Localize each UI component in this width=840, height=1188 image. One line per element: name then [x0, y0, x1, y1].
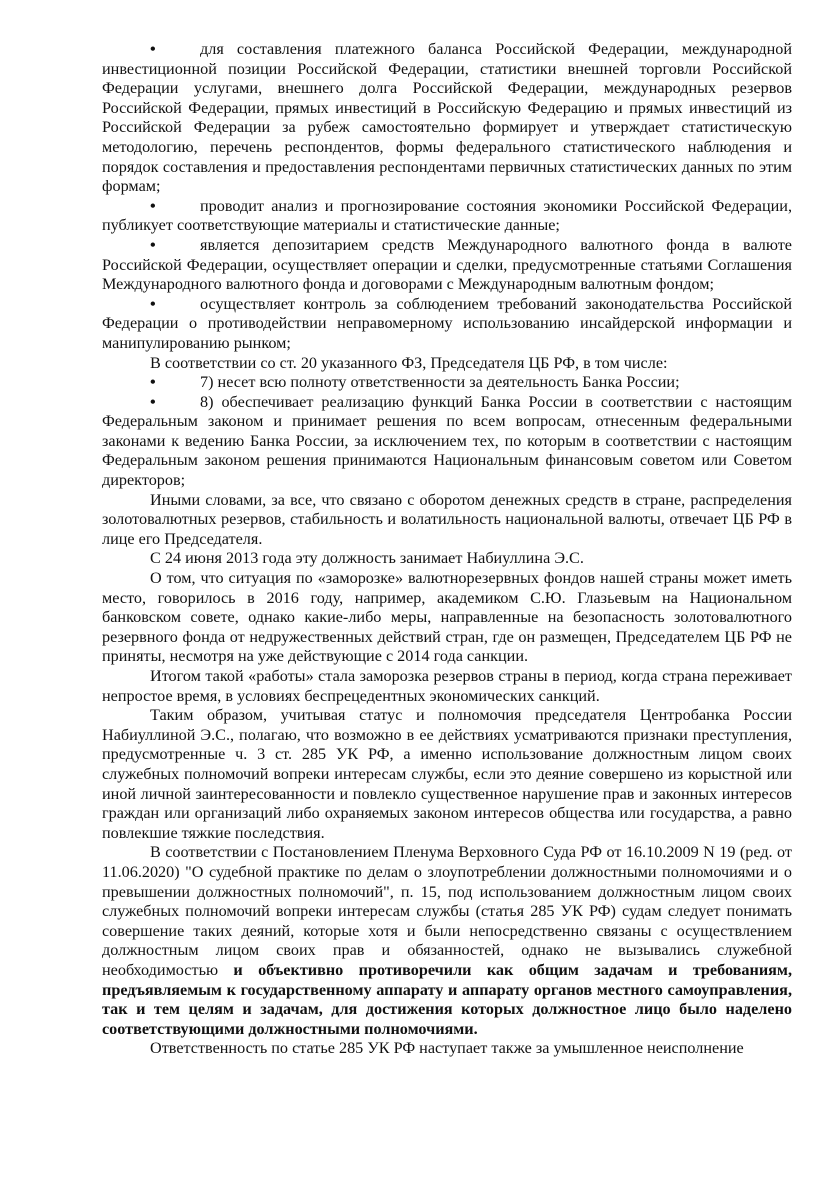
- list-item: [102, 197, 792, 236]
- document-page: [102, 40, 792, 1059]
- paragraph-bold-text: и объективно противоречили как общим задачам и требованиям, предъявляемым к государственному аппарату и аппарату органов местного самоуправления, так и тем целям и задачам, для достижения которых должностное лицо было наделено соответствующими должностными полномочиями.: [102, 960, 793, 1038]
- bullet-icon: •: [150, 392, 156, 411]
- list-item-text: осуществляет контроль за соблюдением требований законодательства Российской Федерации о противодействии неправомерному использованию инсайдерской информации и манипулированию рынком;: [102, 294, 792, 352]
- list-item-text: 8) обеспечивает реализацию функций Банка России в соответствии с настоящим Федеральным законом и принимает решения по всем вопросам, отнесенным федеральными законами к ведению Банка России, за исключением тех, по которым в соответствии с настоящим Федеральным законом решения принимаются Национальным финансовым советом или Советом директоров;: [102, 392, 792, 490]
- list-item-text: проводит анализ и прогнозирование состояния экономики Российской Федерации, публикует соответствующие материалы и статистические данные;: [102, 196, 792, 235]
- bullet-icon: •: [150, 40, 156, 58]
- bullet-icon: •: [150, 373, 156, 392]
- list-item: [102, 393, 792, 491]
- paragraph: Иными словами, за все, что связано с оборотом денежных средств в стране, распределения золотовалютных резервов, стабильность и волатильность национальной валюты, отвечает ЦБ РФ в лице его Председателя.: [102, 490, 792, 548]
- list-item: [102, 236, 792, 295]
- paragraph-text: В соответствии с Постановлением Пленума Верховного Суда РФ от 16.10.2009 N 19 (ред. от 11.06.2020) "О судебной практике по делам о злоупотреблении должностными полномочиями и о превышении должностных полномочий", п. 15, под использованием должностным лицом своих служебных полномочий вопреки интересам службы (статья 285 УК РФ) судам следует понимать совершение таких деяний, которые хотя и были непосредственно связаны с осуществлением должностным лицом своих прав и обязанностей, однако не вызывались служебной необходимостью: [102, 843, 792, 979]
- list-item-text: 7) несет всю полноту ответственности за деятельность Банка России;: [200, 373, 680, 392]
- paragraph: В соответствии со ст. 20 указанного ФЗ, Председателя ЦБ РФ, в том числе:: [150, 353, 668, 372]
- paragraph: Таким образом, учитывая статус и полномочия председателя Центробанка России Набиуллиной Э.С., полагаю, что возможно в ее действиях усматриваются признаки преступления, предусмотренные ч. 3 ст. 285 УК РФ, а именно использование должностным лицом своих служебных полномочий вопреки интересам службы, если это деяние совершено из корыстной или иной личной заинтересованности и повлекло существенное нарушение прав и законных интересов граждан или организаций либо охраняемых законом интересов общества или государства, а равно повлекшие тяжкие последствия.: [102, 706, 792, 842]
- list-item: [102, 40, 792, 197]
- paragraph: Ответственность по статье 285 УК РФ наступает также за умышленное неисполнение: [150, 1039, 744, 1058]
- paragraph: Итогом такой «работы» стала заморозка резервов страны в период, когда страна переживает непростое время, в условиях беспрецедентных экономических санкций.: [102, 667, 792, 705]
- list-item-text: для составления платежного баланса Российской Федерации, международной инвестиционной позиции Российской Федерации, статистики внешней торговли Российской Федерации услугами, внешнего долга Российской Федерации, международных резервов Российской Федерации, прямых инвестиций в Российскую Федерацию и прямых инвестиций из Российской Федерации за рубеж самостоятельно формирует и утверждает статистическую методологию, перечень респондентов, формы федерального статистического наблюдения и порядок составления и предоставления респондентами первичных статистических данных по этим формам;: [102, 40, 792, 196]
- paragraph: С 24 июня 2013 года эту должность занимает Набиуллина Э.С.: [150, 549, 584, 568]
- list-item-text: является депозитарием средств Международного валютного фонда в валюте Российской Федерации, осуществляет операции и сделки, предусмотренные статьями Соглашения Международного валютного фонда и договорами с Международным валютным фондом;: [102, 235, 792, 294]
- paragraph: О том, что ситуация по «заморозке» валютнорезервных фондов нашей страны может иметь место, говорилось в 2016 году, например, академиком С.Ю. Глазьевым на Национальном банковском совете, однако какие-либо меры, направленные на безопасность золотовалютного резервного фонда от недружественных действий стран, где он размещен, Председателем ЦБ РФ не приняты, несмотря на уже действующие с 2014 года санкции.: [102, 569, 792, 666]
- bullet-icon: •: [150, 196, 156, 215]
- bullet-icon: •: [150, 294, 156, 313]
- list-item: [102, 295, 792, 354]
- bullet-icon: •: [150, 235, 156, 254]
- list-item: [102, 373, 792, 393]
- paragraph: [102, 843, 792, 1039]
